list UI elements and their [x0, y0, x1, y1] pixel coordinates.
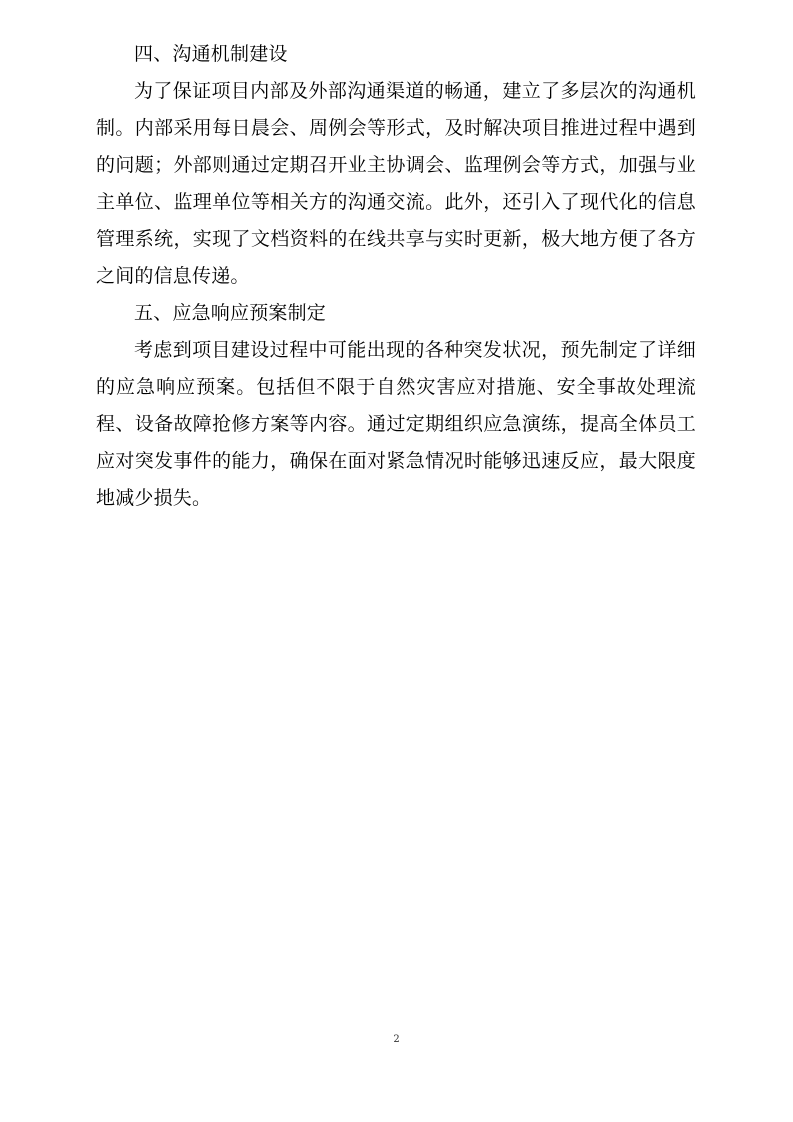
- document-content: [96, 36, 696, 517]
- paragraph-emergency: 考虑到项目建设过程中可能出现的各种突发状况，预先制定了详细的应急响应预案。包括但不限于自然灾害应对措施、安全事故处理流程、设备故障抢修方案等内容。通过定期组织应急演练，提高全体员工应对突发事件的能力，确保在面对紧急情况时能够迅速反应，最大限度地减少损失。: [96, 339, 696, 509]
- section-heading-communication: 四、沟通机制建设: [134, 43, 288, 65]
- page-number: 2: [393, 1034, 400, 1045]
- paragraph-communication: 为了保证项目内部及外部沟通渠道的畅通，建立了多层次的沟通机制。内部采用每日晨会、周例会等形式，及时解决项目推进过程中遇到的问题；外部则通过定期召开业主协调会、监理例会等方式，加强与业主单位、监理单位等相关方的沟通交流。此外，还引入了现代化的信息管理系统，实现了文档资料的在线共享与实时更新，极大地方便了各方之间的信息传递。: [96, 80, 696, 287]
- section-heading-emergency: 五、应急响应预案制定: [134, 302, 327, 324]
